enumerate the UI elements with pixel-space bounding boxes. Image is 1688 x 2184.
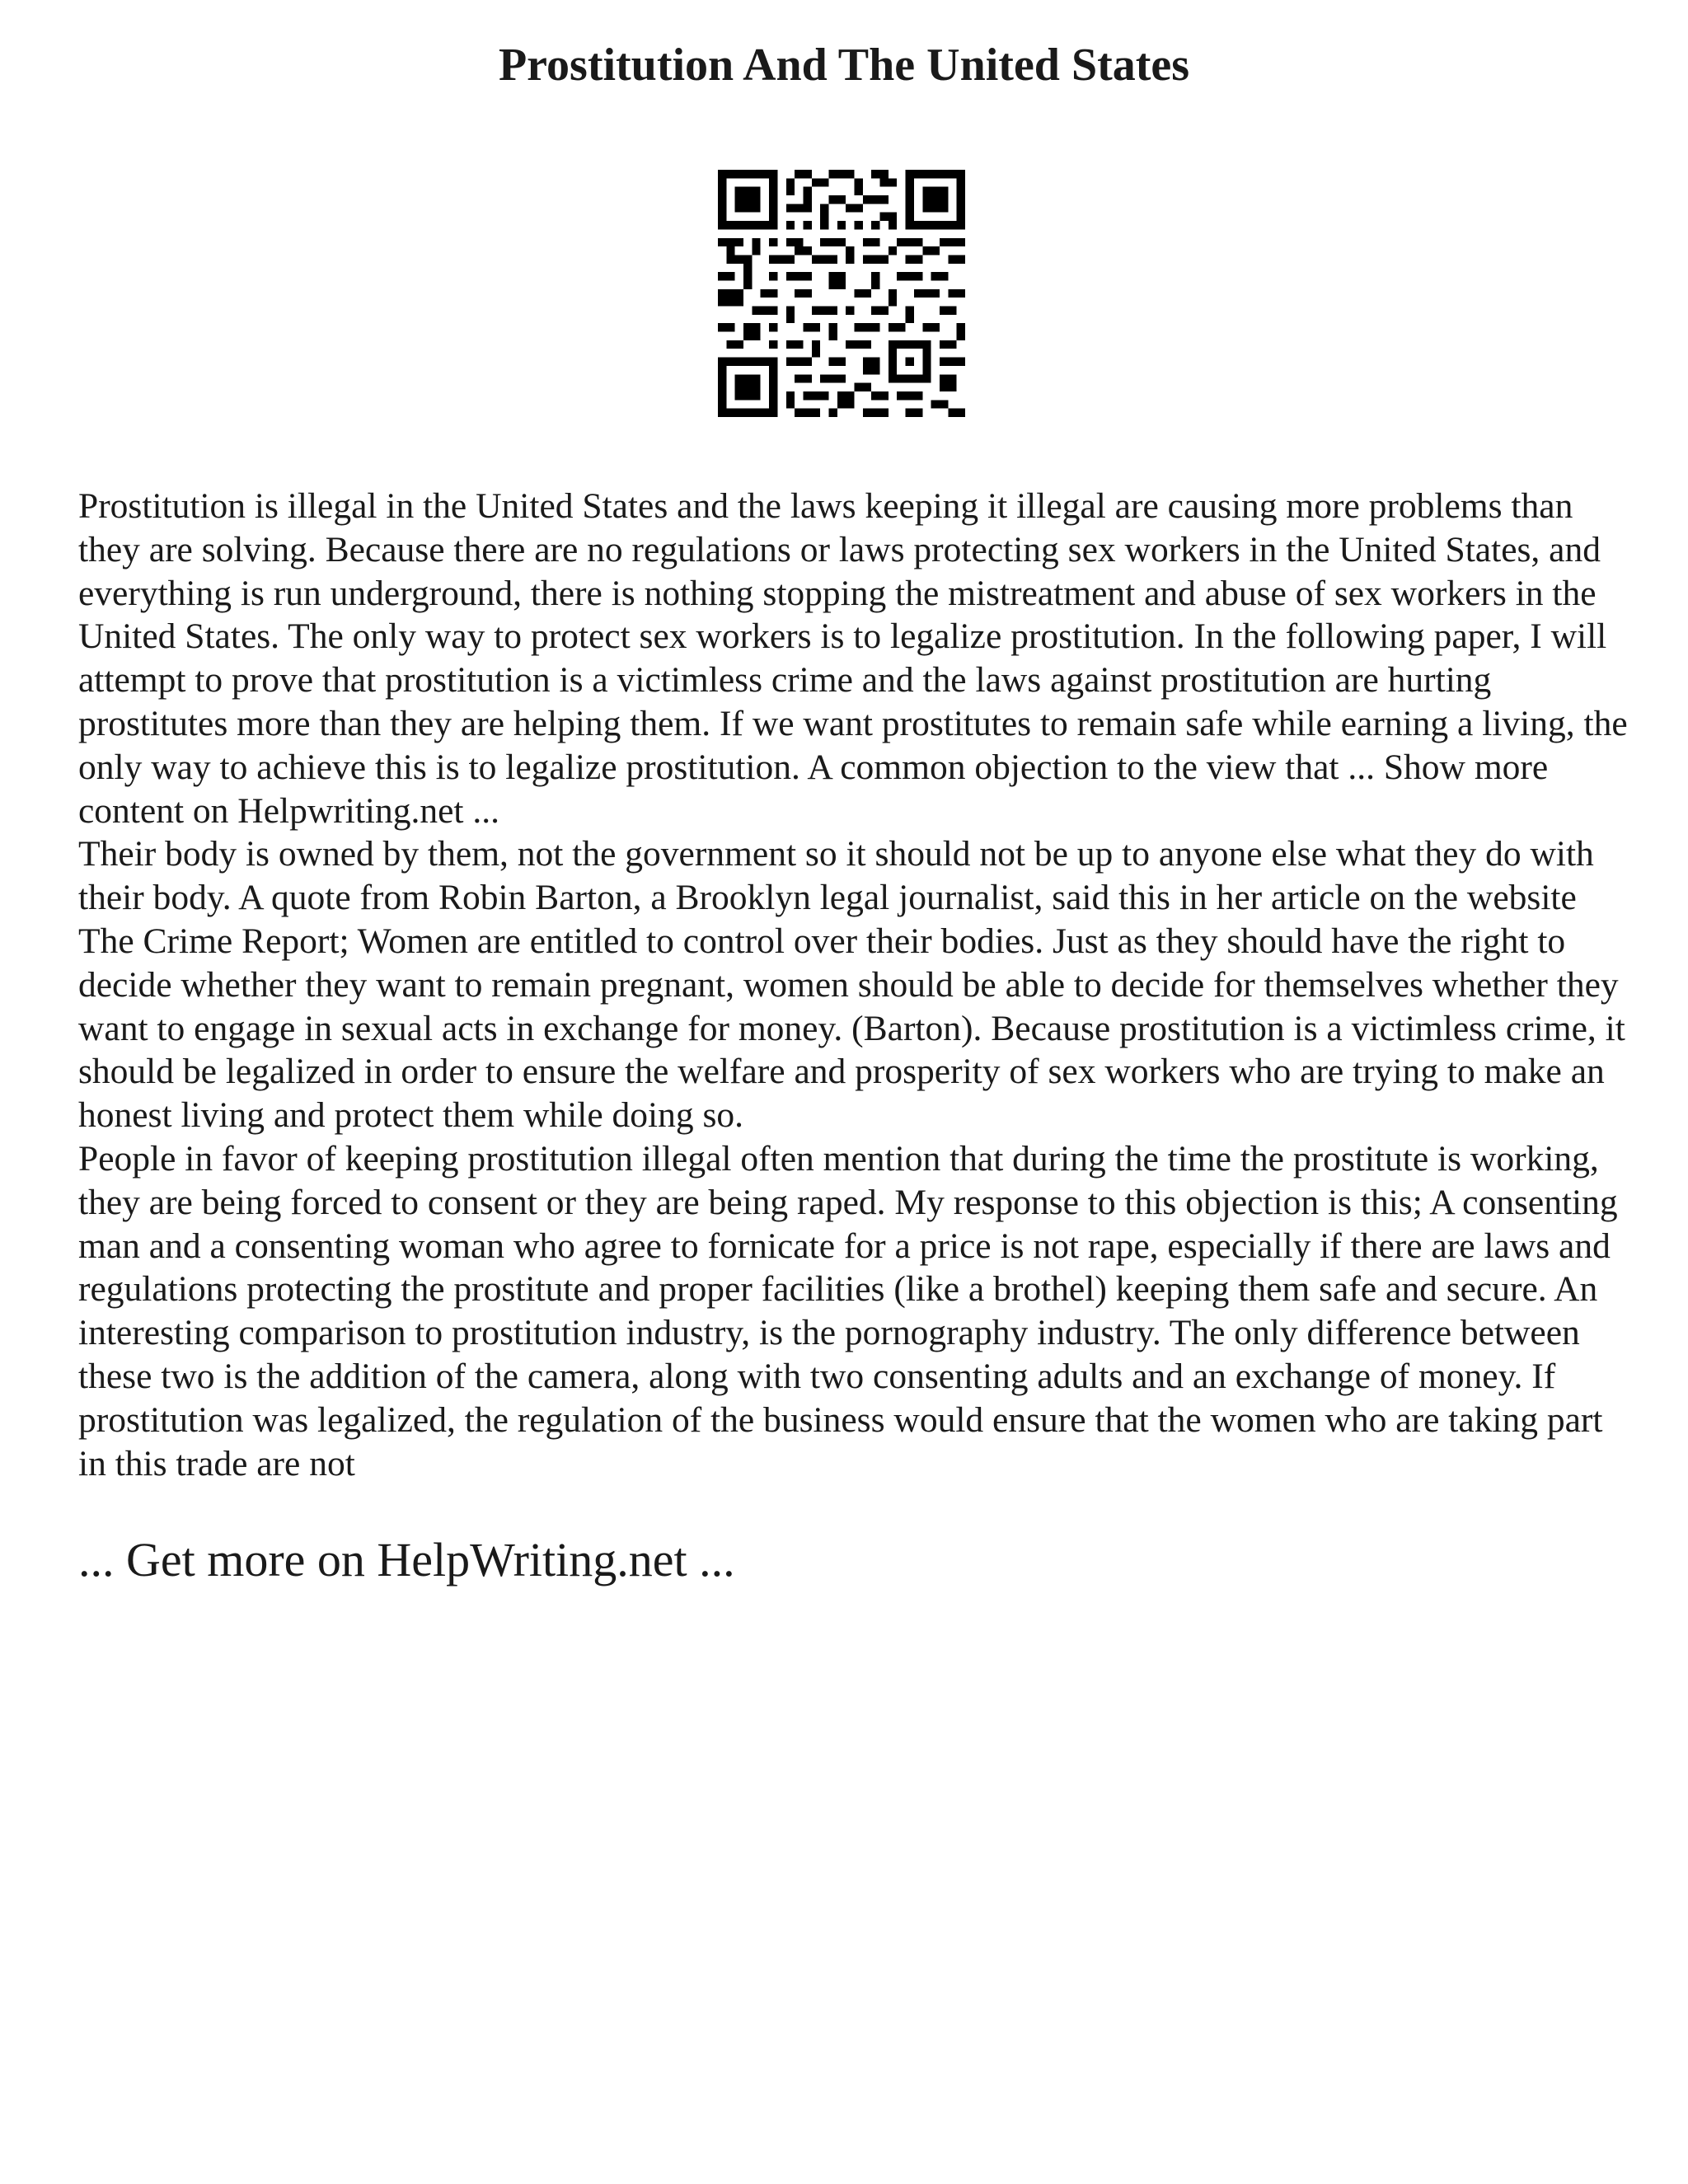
paragraph-2: Their body is owned by them, not the government so it should not be up to anyone else what they do with their body. A quote from Robin Barton, a Brooklyn legal journalist, said this in her article on the website The Crime Report; Women are entitled to control over their bodies. Just as they should have the right to decide whether they want to remain pregnant, women should be able to decide for themselves whether they want to engage in sexual acts in exchange for money. (Barton). Because prostitution is a victimless crime, it should be legalized in order to ensure the welfare and prosperity of sex workers who are trying to make an honest living and protect them while doing so. [78, 834, 1625, 1136]
page-title: Prostitution And The United States [498, 40, 1190, 91]
body-text [78, 485, 1628, 1485]
qr-code-icon[interactable] [718, 170, 965, 417]
paragraph-3: People in favor of keeping prostitution illegal often mention that during the time the prostitute is working, they are being forced to consent or they are being raped. My response to this objection is this; A consenting man and a consenting woman who agree to fornicate for a price is not rape, especially if there are laws and regulations protecting the prostitute and proper facilities (like a brothel) keeping them safe and secure. An interesting comparison to prostitution industry, is the pornography industry. The only difference between these two is the addition of the camera, along with two consenting adults and an exchange of money. If prostitution was legalized, the regulation of the business would ensure that the women who are taking part in this trade are not [78, 1138, 1618, 1483]
get-more-link[interactable]: ... Get more on HelpWriting.net ... [78, 1533, 735, 1586]
paragraph-1: Prostitution is illegal in the United States and the laws keeping it illegal are causing more problems than they are solving. Because there are no regulations or laws protecting sex workers in the United States, and everything is run underground, there is nothing stopping the mistreatment and abuse of sex workers in the United States. The only way to protect sex workers is to legalize prostitution. In the following paper, I will attempt to prove that prostitution is a victimless crime and the laws against prostitution are hurting prostitutes more than they are helping them. If we want prostitutes to remain safe while earning a living, the only way to achieve this is to legalize prostitution. A common objection to the view that ... Show more content on Helpwriting.net ... [78, 486, 1628, 831]
